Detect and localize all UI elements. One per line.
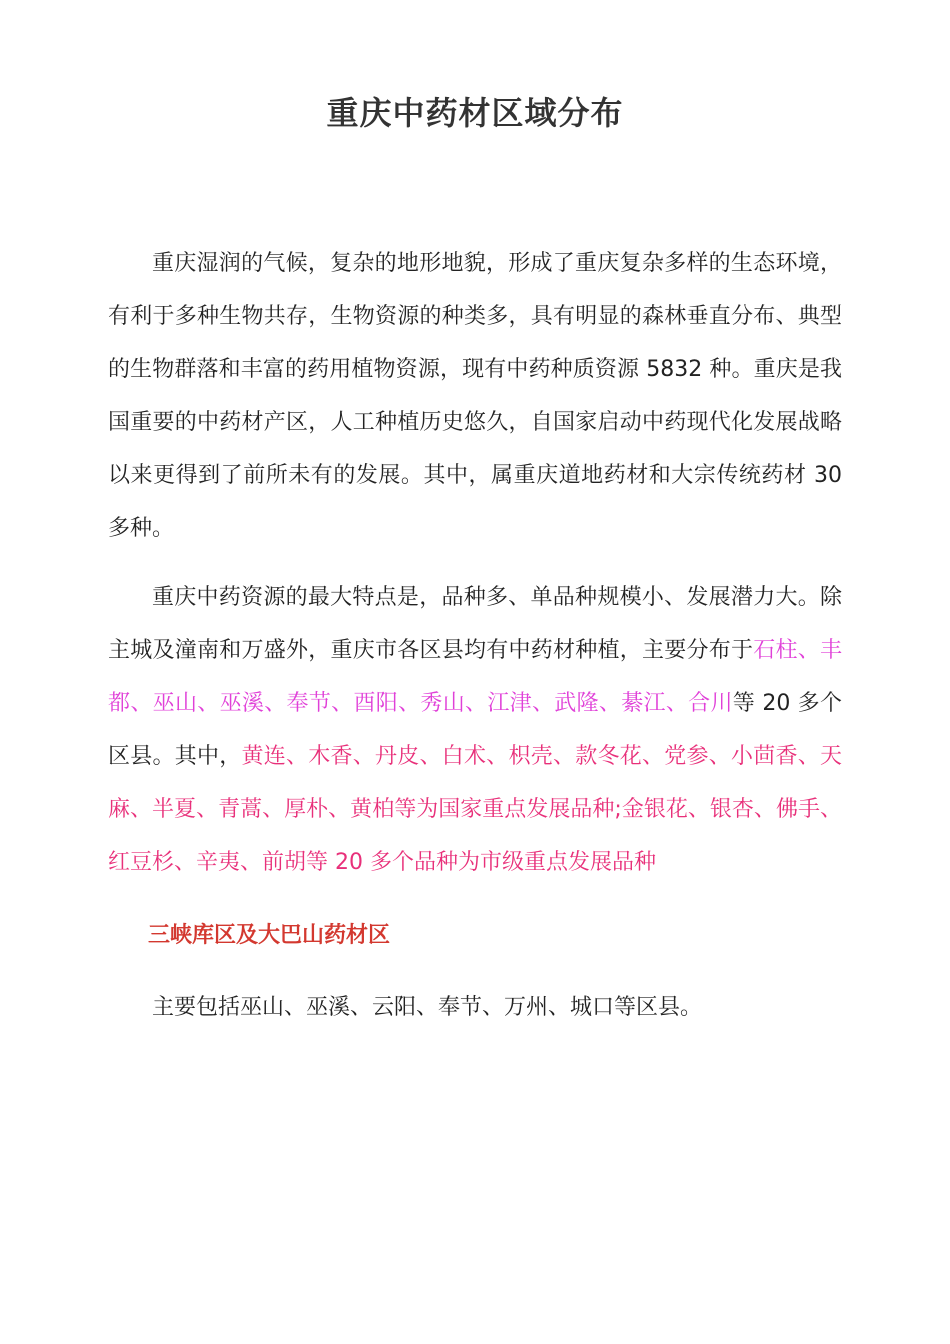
distribution-text-part2: 等 20 多个区县。其中， xyxy=(108,691,842,769)
varieties-separator: ; xyxy=(614,797,622,822)
national-key-varieties: 黄连、木香、丹皮、白术、枳壳、款冬花、党参、小茴香、天麻、半夏、青蒿、厚朴、黄柏等为国家重点发展品种 xyxy=(108,744,842,822)
page-title: 重庆中药材区域分布 xyxy=(326,94,624,132)
distribution-text-part1: 重庆中药资源的最大特点是，品种多、单品种规模小、发展潜力大。除主城及潼南和万盛外，重庆市各区县均有中药材种植，主要分布于 xyxy=(108,585,842,663)
intro-paragraph: 重庆湿润的气候，复杂的地形地貌，形成了重庆复杂多样的生态环境，有利于多种生物共存，生物资源的种类多，具有明显的森林垂直分布、典型的生物群落和丰富的药用植物资源，现有中药种质资源 5832 种。重庆是我国重要的中药材产区，人工种植历史悠久，自国家启动中药现代化发展战略以来更得到了前所未有的发展。其中，属重庆道地药材和大宗传统药材 30 多种。 xyxy=(108,251,842,541)
section-heading: 三峡库区及大巴山药材区 xyxy=(148,923,391,948)
highlighted-districts: 石柱、丰都、巫山、巫溪、奉节、酉阳、秀山、江津、武隆、綦江、合川 xyxy=(108,638,842,716)
distribution-paragraph xyxy=(108,571,842,889)
municipal-key-varieties: 金银花、银杏、佛手、红豆杉、辛夷、前胡等 20 多个品种为市级重点发展品种 xyxy=(108,797,842,875)
section-paragraph: 主要包括巫山、巫溪、云阳、奉节、万州、城口等区县。 xyxy=(152,995,703,1020)
